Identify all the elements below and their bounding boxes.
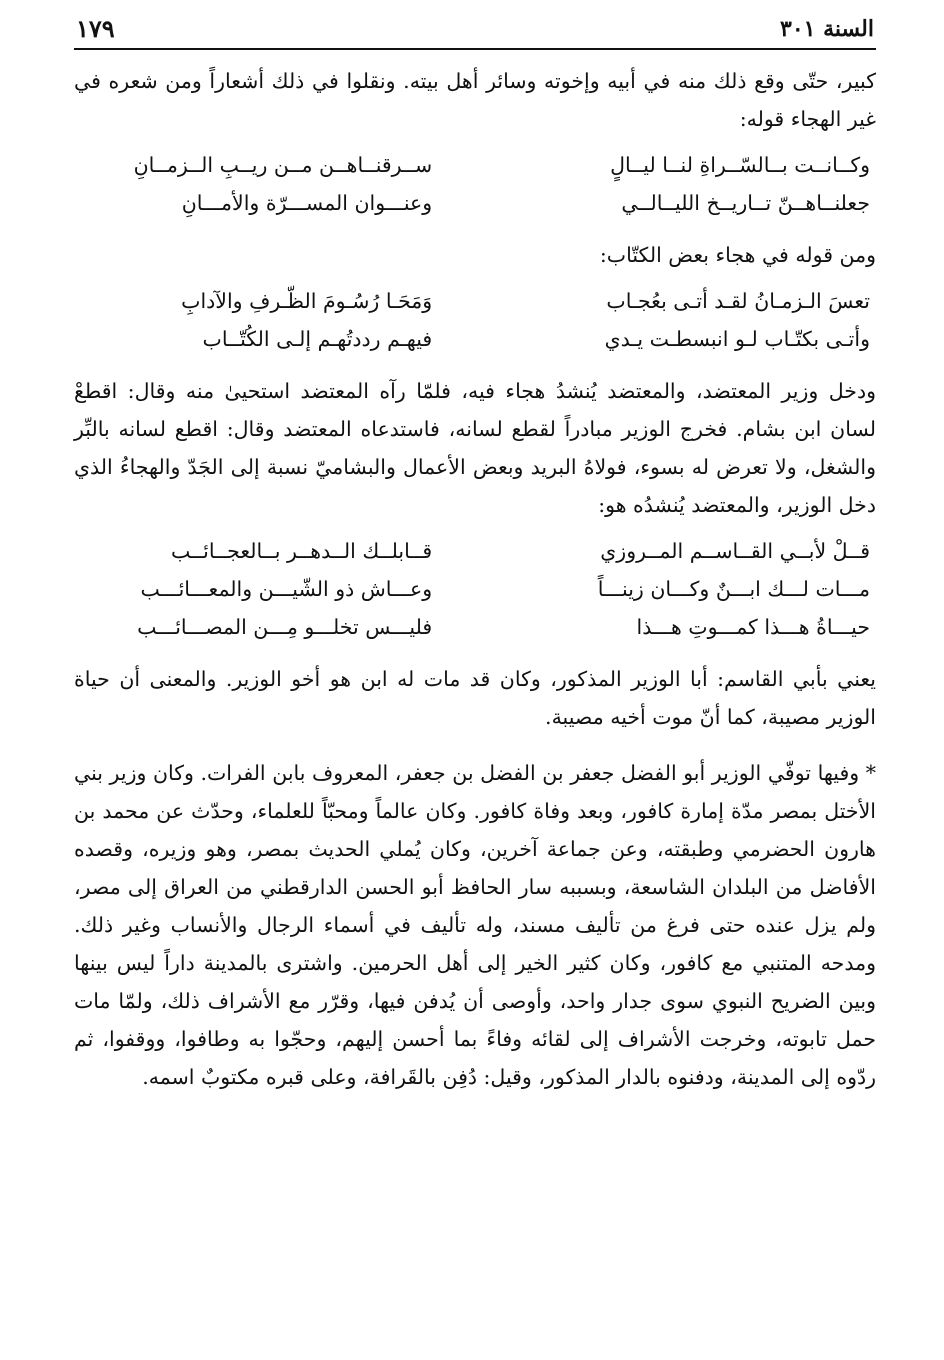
paragraph-4: يعني بأبي القاسم: أبا الوزير المذكور، وكان قد مات له ابن هو أخو الوزير. والمعنى أن حياة الوزير مصيبة، كما أنّ موت أخيه مصيبة.: [74, 667, 876, 729]
first-hemistich: تعسَ الـزمـانُ لقـد أتـى بعُجـاب: [606, 289, 870, 313]
poem-1: [74, 146, 876, 222]
second-hemistich: فيهـم رددتُهـم إلـى الكُتّــاب: [202, 327, 433, 351]
second-hemistich: قــابلــك الــدهــر بــالعجــائــب: [171, 539, 433, 563]
verse: [74, 608, 876, 646]
page-header: [74, 14, 876, 50]
second-hemistich: وعنـــوان المســـرّة والأمـــانِ: [181, 191, 433, 215]
first-hemistich: حيـــاةُ هـــذا كمـــوتِ هـــذا: [636, 615, 870, 639]
verse: [74, 282, 876, 320]
paragraph-1: كبير، حتّى وقع ذلك منه في أبيه وإخوته وسائر أهل بيته. ونقلوا في ذلك أشعاراً ومن شعره في غير الهجاء قوله:: [74, 69, 876, 131]
verse: [74, 320, 876, 358]
page-number: ١٧٩: [76, 14, 115, 43]
first-hemistich: جعلنــاهــنّ تــاريــخ الليــالــي: [621, 191, 870, 215]
second-hemistich: وَمَحَـا رُسُـومَ الظّـرفِ والآدابِ: [181, 289, 433, 313]
verse: [74, 532, 876, 570]
second-hemistich: ســرقنــاهــن مــن ريــبِ الــزمــانِ: [133, 153, 433, 177]
first-hemistich: قــلْ لأبــي القــاســم المــروزي: [600, 539, 870, 563]
verse: [74, 570, 876, 608]
verse: [74, 184, 876, 222]
poem-2: [74, 282, 876, 358]
running-title: السنة ٣٠١: [780, 16, 874, 42]
first-hemistich: مـــات لـــك ابـــنٌ وكـــان زينـــاً: [597, 577, 870, 601]
paragraph-5: * وفيها توفّي الوزير أبو الفضل جعفر بن الفضل بن جعفر، المعروف بابن الفرات. وكان وزير بني الأختل بمصر مدّة إمارة كافور، وبعد وفاة كافور. وكان عالماً ومحبّاً للعلماء، وحدّث عن محمد بن هارون الحضرمي وطبقته، وعن جماعة آخرين، وكان يُملي الحديث بمصر، وهو وزيره، وقصده الأفاضل من البلدان الشاسعة، وبسببه سار الحافظ أبو الحسن الدارقطني من العراق إلى مصر، ولم يزل عنده حتى فرغ من تأليف مسند، وله تأليف في أسماء الرجال والأنساب وغير ذلك. ومدحه المتنبي مع كافور، وكان كثير الخير إلى أهل الحرمين. واشترى بالمدينة داراً ليس بينها وبين الضريح النبوي سوى جدار واحد، وأوصى أن يُدفن فيها، وقرّر مع الأشراف ذلك، ولمّا مات حمل تابوته، وخرجت الأشراف إلى لقائه وفاءً بما أحسن إليهم، وحجّوا به وطافوا، ووقفوا، ثم ردّوه إلى المدينة، ودفنوه بالدار المذكور، وقيل: دُفِن بالقَرافة، وعلى قبره مكتوبٌ اسمه.: [74, 761, 876, 1089]
second-hemistich: وعـــاش ذو الشّيـــن والمعـــائـــب: [140, 577, 433, 601]
poem-3: [74, 532, 876, 646]
first-hemistich: وكــانــت بــالسّــراةِ لنــا ليــالٍ: [610, 153, 870, 177]
second-hemistich: فليـــس تخلـــو مِـــن المصـــائـــب: [137, 615, 433, 639]
paragraph-3: ودخل وزير المعتضد، والمعتضد يُنشدُ هجاء فيه، فلمّا رآه المعتضد استحيىٰ منه وقال: اقطعْ لسان ابن بشام. فخرج الوزير مبادراً لقطع لسانه، فاستدعاه المعتضد وقال: اقطع لسانه بالبِّر والشغل، ولا تعرض له بسوء، فولاهُ البريد وبعض الأعمال والبشاميّ نسبة إلى الجَدّ والهجاءُ الذي دخل الوزير، والمعتضد يُنشدُه هو:: [74, 379, 876, 517]
poem-2-intro: ومن قوله في هجاء بعض الكتّاب:: [599, 243, 876, 267]
first-hemistich: وأتـى بكتّـاب لـو انبسطـت يـدي: [604, 327, 870, 351]
verse: [74, 146, 876, 184]
